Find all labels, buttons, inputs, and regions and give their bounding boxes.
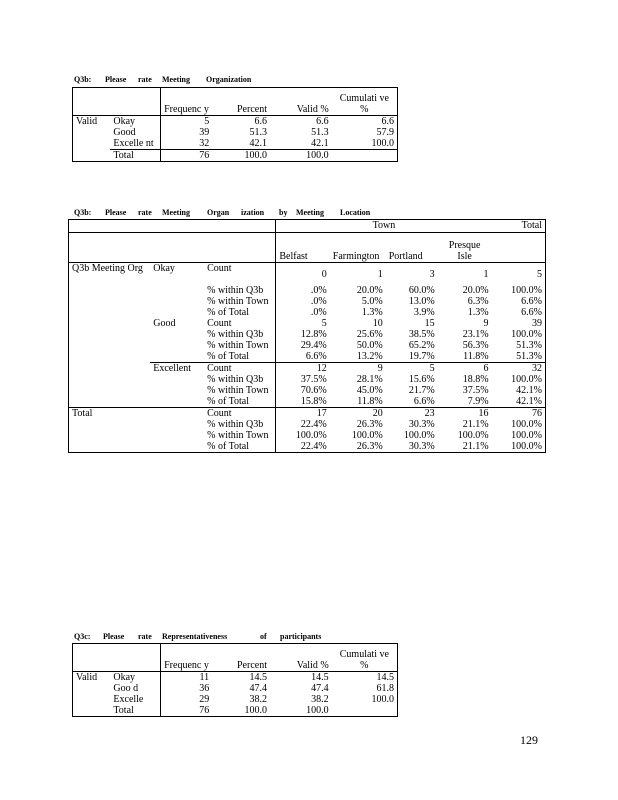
total-row-label: Total xyxy=(69,408,205,453)
stat-label: Count xyxy=(204,363,276,375)
cell: 30.3% xyxy=(408,441,435,452)
cell: 5 xyxy=(160,116,212,128)
total-header: Total xyxy=(492,220,546,233)
cell: 9 xyxy=(483,318,489,329)
cell: 39 xyxy=(532,318,542,329)
cell: 6.6% xyxy=(521,307,542,318)
row-label: Goo d xyxy=(113,683,139,694)
stat-label: % within Town xyxy=(207,296,269,307)
col-header-percent: Percent xyxy=(212,644,270,672)
caption-word: Please xyxy=(105,208,127,217)
cell: 100.0 xyxy=(244,705,267,716)
crosstab-q3b-by-location xyxy=(68,219,546,453)
cell: 1 xyxy=(483,268,489,280)
cell: 12.8% xyxy=(276,329,330,340)
cell: 47.4 xyxy=(249,683,267,694)
table1-caption xyxy=(74,75,404,85)
cell: 6.6% xyxy=(413,396,435,407)
caption-word: by xyxy=(279,208,288,217)
caption-word: rate xyxy=(138,632,152,641)
cell: 1.3% xyxy=(467,307,489,318)
row-label: Okay xyxy=(113,116,136,127)
cell: 6.6% xyxy=(276,351,330,363)
cell: 28.1% xyxy=(356,374,383,385)
stat-label: % of Total xyxy=(207,396,250,407)
cell: 5 xyxy=(276,318,330,329)
cell: .0% xyxy=(276,285,330,296)
cell: 11.8% xyxy=(357,396,383,407)
stat-label: % within Town xyxy=(207,430,269,441)
col-header-presque-isle: Presque Isle xyxy=(438,233,492,263)
stat-label: % within Q3b xyxy=(207,329,264,340)
cell: 23.1% xyxy=(462,329,489,340)
cell: 42.1% xyxy=(516,396,542,407)
cell xyxy=(332,150,398,162)
caption-word: participants xyxy=(280,632,322,641)
caption-word: Meeting xyxy=(162,75,190,84)
cell: 0 xyxy=(276,263,330,286)
cell: 38.5% xyxy=(408,329,435,340)
cell: 15 xyxy=(424,318,435,329)
cell: 26.3% xyxy=(356,441,383,452)
cell: 100.0% xyxy=(351,430,383,441)
cell: 45.0% xyxy=(356,385,383,396)
cell: 30.3% xyxy=(408,419,435,430)
cell: 76 xyxy=(160,705,212,717)
cell: 3 xyxy=(429,268,435,280)
cell: 65.2% xyxy=(408,340,435,351)
cell: 32 xyxy=(160,138,212,150)
caption-word: Meeting xyxy=(162,208,190,217)
caption-word: Organization xyxy=(206,75,252,84)
cell: 14.5 xyxy=(311,672,329,683)
cell: 100.0 xyxy=(270,150,332,162)
cell: 25.6% xyxy=(356,329,383,340)
caption-word: Q3c: xyxy=(74,632,91,641)
cell: 15.6% xyxy=(408,374,435,385)
cell: 22.4% xyxy=(276,419,330,430)
cell: 51.3% xyxy=(516,340,542,351)
cell: 70.6% xyxy=(276,385,330,396)
row-variable-label: Q3b Meeting Org xyxy=(72,263,143,274)
cell: 57.9 xyxy=(376,127,394,138)
cell: 5.0% xyxy=(361,296,383,307)
col-header-percent: Percent xyxy=(212,88,270,116)
cell: 3.9% xyxy=(413,307,435,318)
col-header-frequency: Frequenc y xyxy=(160,88,212,116)
cell: 1.3% xyxy=(361,307,383,318)
cell: 37.5% xyxy=(276,374,330,385)
caption-word: Representativeness xyxy=(162,632,228,641)
cell: 100.0 xyxy=(306,705,329,716)
cell: 42.1% xyxy=(516,385,542,396)
page-number: 129 xyxy=(520,733,538,747)
valid-label: Valid xyxy=(76,116,98,127)
caption-word: ization xyxy=(241,208,265,217)
cell: 100.0% xyxy=(511,441,542,452)
col-header-valid-percent: Valid % xyxy=(270,88,332,116)
cell: 14.5 xyxy=(249,672,267,683)
cell: 20.0% xyxy=(462,285,489,296)
cell: .0% xyxy=(276,296,330,307)
cell: 21.1% xyxy=(462,441,489,452)
cell: 6.6 xyxy=(316,116,329,127)
cell: 56.3% xyxy=(462,340,489,351)
cell: 6.3% xyxy=(467,296,489,307)
stat-label: % within Q3b xyxy=(207,419,264,430)
row-label: Excelle nt xyxy=(113,138,154,149)
cell: 50.0% xyxy=(356,340,383,351)
group-label-good: Good xyxy=(153,318,176,329)
cell: 76 xyxy=(160,150,212,162)
cell: 20 xyxy=(330,408,386,420)
cell: 21.7% xyxy=(408,385,435,396)
cell: 76 xyxy=(492,408,546,420)
cell: 5 xyxy=(537,268,542,280)
valid-label: Valid xyxy=(76,672,98,683)
col-header-valid-percent: Valid % xyxy=(270,644,332,672)
caption-word: Organ xyxy=(207,208,230,217)
cell: 7.9% xyxy=(467,396,489,407)
cell: 6.6 xyxy=(381,116,394,127)
caption-word: Please xyxy=(105,75,127,84)
col-header-farmington: Farmington xyxy=(330,233,386,263)
col-header-portland: Portland xyxy=(386,233,438,263)
cell: 100.0% xyxy=(511,374,542,385)
caption-word: Please xyxy=(103,632,125,641)
cell: 61.8 xyxy=(376,683,394,694)
col-header-frequency: Frequenc y xyxy=(160,644,212,672)
col-header-belfast: Belfast xyxy=(276,233,330,263)
cell: 5 xyxy=(386,363,438,375)
cell: 100.0% xyxy=(511,419,542,430)
cell: 100.0 xyxy=(371,138,394,149)
caption-word: Location xyxy=(340,208,371,217)
cell: 15.8% xyxy=(276,396,330,408)
row-label: Okay xyxy=(113,672,136,683)
cell: 26.3% xyxy=(356,419,383,430)
cell: 38.2 xyxy=(311,694,329,705)
town-header: Town xyxy=(276,220,492,233)
row-label: Excelle xyxy=(113,694,144,705)
cell: 51.3 xyxy=(311,127,329,138)
stat-label: Count xyxy=(207,263,232,274)
cell: 17 xyxy=(276,408,330,420)
cell: 29 xyxy=(160,694,212,705)
col-header-cumulative-percent: Cumulati ve % xyxy=(332,644,398,672)
cell: 100.0 xyxy=(212,150,270,162)
group-label-okay: Okay xyxy=(153,263,175,274)
table2-caption xyxy=(74,208,404,218)
stat-label: % within Town xyxy=(207,340,269,351)
row-label: Total xyxy=(110,150,160,162)
cell: 13.2% xyxy=(356,351,383,362)
cell: 100.0% xyxy=(403,430,435,441)
caption-word: Q3b: xyxy=(74,75,92,84)
cell: 9 xyxy=(330,363,386,375)
group-label-excellent: Excellent xyxy=(150,363,204,408)
table3-caption xyxy=(74,632,404,642)
cell: 36 xyxy=(160,683,212,694)
cell: 100.0% xyxy=(511,329,542,340)
cell: 18.8% xyxy=(462,374,489,385)
cell: 100.0% xyxy=(276,430,330,441)
cell xyxy=(332,705,398,717)
cell: 38.2 xyxy=(249,694,267,705)
cell: 32 xyxy=(492,363,546,375)
cell: 6.6% xyxy=(521,296,542,307)
cell: 11.8% xyxy=(463,351,489,362)
stat-label: % of Total xyxy=(207,307,250,318)
cell: 60.0% xyxy=(408,285,435,296)
cell: 47.4 xyxy=(311,683,329,694)
cell: 22.4% xyxy=(276,441,330,453)
cell: 100.0 xyxy=(371,694,394,705)
cell: 42.1 xyxy=(311,138,329,149)
stat-label: % of Total xyxy=(207,351,250,362)
caption-word: rate xyxy=(138,208,152,217)
stat-label: Count xyxy=(207,318,232,329)
cell: 6 xyxy=(438,363,492,375)
cell: 37.5% xyxy=(462,385,489,396)
stat-label: % within Q3b xyxy=(207,374,264,385)
cell: 100.0% xyxy=(457,430,489,441)
cell: .0% xyxy=(276,307,330,318)
cell: 100.0% xyxy=(511,285,542,296)
cell: 100.0% xyxy=(511,430,542,441)
cell: 51.3% xyxy=(516,351,542,362)
cell: 10 xyxy=(372,318,383,329)
col-header-cumulative-percent: Cumulati ve % xyxy=(332,88,398,116)
cell: 19.7% xyxy=(408,351,435,362)
frequency-table-q3c xyxy=(72,643,398,717)
cell: 11 xyxy=(160,672,212,684)
cell: 6.6 xyxy=(254,116,267,127)
caption-word: Meeting xyxy=(296,208,324,217)
cell: 14.5 xyxy=(376,672,394,683)
row-label: Good xyxy=(113,127,136,138)
cell: 23 xyxy=(386,408,438,420)
cell: 51.3 xyxy=(249,127,267,138)
cell: 12 xyxy=(276,363,330,375)
stat-label: % of Total xyxy=(207,441,250,452)
cell: 21.1% xyxy=(462,419,489,430)
stat-label: % within Town xyxy=(207,385,269,396)
caption-word: of xyxy=(260,632,267,641)
cell: 29.4% xyxy=(276,340,330,351)
stat-label: Count xyxy=(204,408,276,420)
cell: 42.1 xyxy=(249,138,267,149)
cell: 13.0% xyxy=(408,296,435,307)
caption-word: rate xyxy=(138,75,152,84)
frequency-table-q3b xyxy=(72,87,398,162)
cell: 39 xyxy=(160,127,212,138)
caption-word: Q3b: xyxy=(74,208,92,217)
cell: 20.0% xyxy=(356,285,383,296)
row-label: Total xyxy=(113,705,134,716)
cell: 16 xyxy=(438,408,492,420)
cell: 1 xyxy=(377,268,383,280)
stat-label: % within Q3b xyxy=(207,285,264,296)
